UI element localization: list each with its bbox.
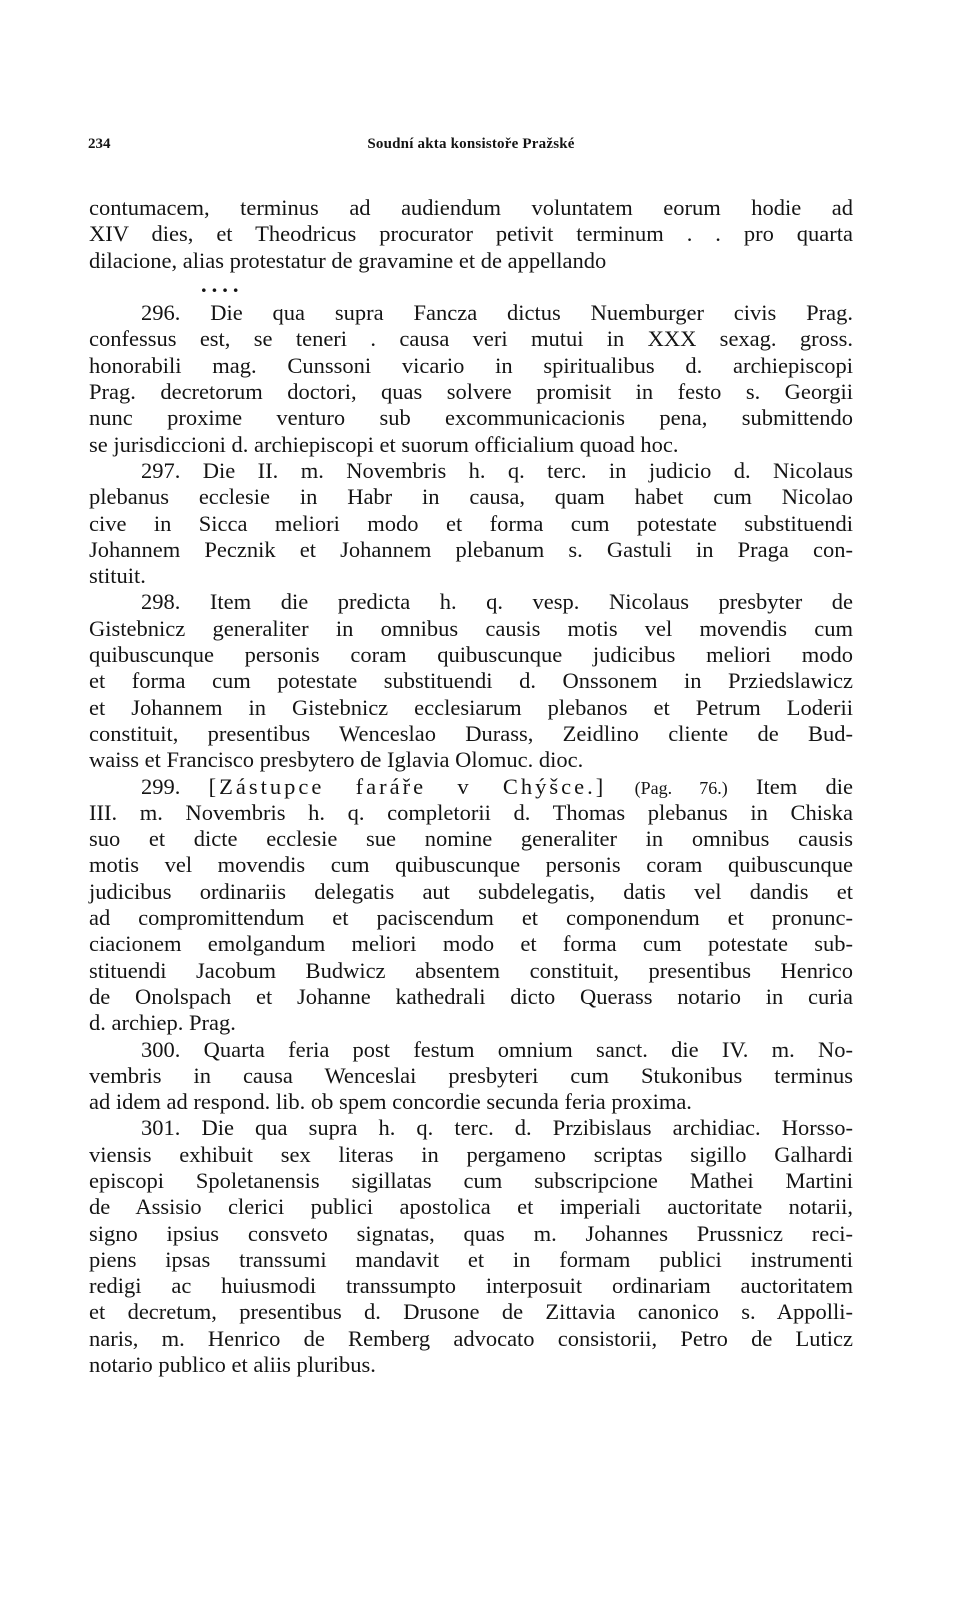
text-line: ad idem ad respond. lib. ob spem concordie secunda feria proxima. <box>89 1089 692 1115</box>
text-line: et decretum, presentibus d. Drusone de Zittavia canonico s. Appolli- <box>89 1299 853 1325</box>
text-line: motis vel movendis cum quibuscunque personis coram quibuscunque <box>89 852 853 878</box>
text-line: 298. Item die predicta h. q. vesp. Nicolaus presbyter de <box>141 589 853 615</box>
ellipsis-marker: .... <box>201 271 244 297</box>
text-line: waiss et Francisco presbytero de Iglavia Olomuc. dioc. <box>89 747 584 773</box>
text-line: redigi ac huiusmodi transsumpto interposuit ordinariam auctoritatem <box>89 1273 853 1299</box>
text-line: constituit, presentibus Wenceslao Durass, Zeidlino cliente de Bud- <box>89 720 853 746</box>
text-line: piens ipsas transsumi mandavit et in formam publici instrumenti <box>89 1246 853 1272</box>
text-line: vembris in causa Wenceslai presbyteri cum Stukonibus terminus <box>89 1062 853 1088</box>
text-line: III. m. Novembris h. q. completorii d. Thomas plebanus in Chiska <box>89 799 853 825</box>
text-line: ad compromittendum et paciscendum et componendum et pronunc- <box>89 905 853 931</box>
text-line: 296. Die qua supra Fancza dictus Nuemburger civis Prag. <box>141 300 853 326</box>
text-line: 297. Die II. m. Novembris h. q. terc. in judicio d. Nicolaus <box>141 457 853 483</box>
text-line: et Johannem in Gistebnicz ecclesiarum plebanos et Petrum Loderii <box>89 694 853 720</box>
entry-299-rest: Item die <box>756 773 854 799</box>
text-line: naris, m. Henrico de Remberg advocato consistorii, Petro de Luticz <box>89 1325 853 1351</box>
text-line: episcopi Spoletanensis sigillatas cum subscripcione Mathei Martini <box>89 1167 853 1193</box>
text-line: stituendi Jacobum Budwicz absentem constituit, presentibus Henrico <box>89 957 853 983</box>
body-text <box>89 195 853 1378</box>
text-line: viensis exhibuit sex literas in pergameno scriptas sigillo Galhardi <box>89 1141 853 1167</box>
text-line: 300. Quarta feria post festum omnium sanct. die IV. m. No- <box>141 1036 853 1062</box>
text-line: judicibus ordinariis delegatis aut subdelegatis, datis vel dandis et <box>89 878 853 904</box>
text-line: et forma cum potestate substituendi d. Onssonem in Prziedslawicz <box>89 668 853 694</box>
text-line: contumacem, terminus ad audiendum voluntatem eorum hodie ad <box>89 195 853 220</box>
text-line: Gistebnicz generaliter in omnibus causis motis vel movendis cum <box>89 615 853 641</box>
text-line: de Assisio clerici publici apostolica et imperiali auctoritate notarii, <box>89 1194 853 1220</box>
text-line: plebanus ecclesie in Habr in causa, quam habet cum Nicolao <box>89 484 853 510</box>
text-line: ciacionem emolgandum meliori modo et forma cum potestate sub- <box>89 931 853 957</box>
text-line-entry-299 <box>89 774 853 800</box>
entry-299-heading: [Zástupce faráře v Chýšce.] <box>208 773 607 799</box>
text-line: suo et dicte ecclesie sue nomine generaliter in omnibus causis <box>89 826 853 852</box>
running-title: Soudní akta konsistoře Pražské <box>367 136 575 152</box>
text-line: nunc proxime venturo sub excommunicacionis pena, submittendo <box>89 405 853 431</box>
text-line: signo ipsius consveto signatas, quas m. Johannes Prussnicz reci- <box>89 1220 853 1246</box>
page-number: 234 <box>88 136 111 152</box>
text-line: stituit. <box>89 563 146 589</box>
text-line: dilacione, alias protestatur de gravamine et de appellando <box>89 247 607 273</box>
text-line: honorabili mag. Cunssoni vicario in spiritualibus d. archiepiscopi <box>89 352 853 378</box>
text-line: Johannem Pecznik et Johannem plebanum s. Gastuli in Praga con- <box>89 536 853 562</box>
entry-299-page-ref: (Pag. 76.) <box>634 777 728 798</box>
running-head <box>88 136 854 160</box>
text-line: de Onolspach et Johanne kathedrali dicto Querass notario in curia <box>89 983 853 1009</box>
text-line: d. archiep. Prag. <box>89 1010 236 1036</box>
text-line: se jurisdiccioni d. archiepiscopi et suorum officialium quoad hoc. <box>89 431 679 457</box>
text-line: XIV dies, et Theodricus procurator petivit terminum . . pro quarta <box>89 221 853 247</box>
text-line: confessus est, se teneri . causa veri mutui in XXX sexag. gross. <box>89 326 853 352</box>
entry-299-number: 299. <box>141 773 181 799</box>
text-line: quibuscunque personis coram quibuscunque judicibus meliori modo <box>89 642 853 668</box>
text-line: Prag. decretorum doctori, quas solvere promisit in festo s. Georgii <box>89 379 853 405</box>
text-line: notario publico et aliis pluribus. <box>89 1352 376 1378</box>
text-line: 301. Die qua supra h. q. terc. d. Przibislaus archidiac. Horsso- <box>141 1115 853 1141</box>
text-line: cive in Sicca meliori modo et forma cum potestate substituendi <box>89 510 853 536</box>
